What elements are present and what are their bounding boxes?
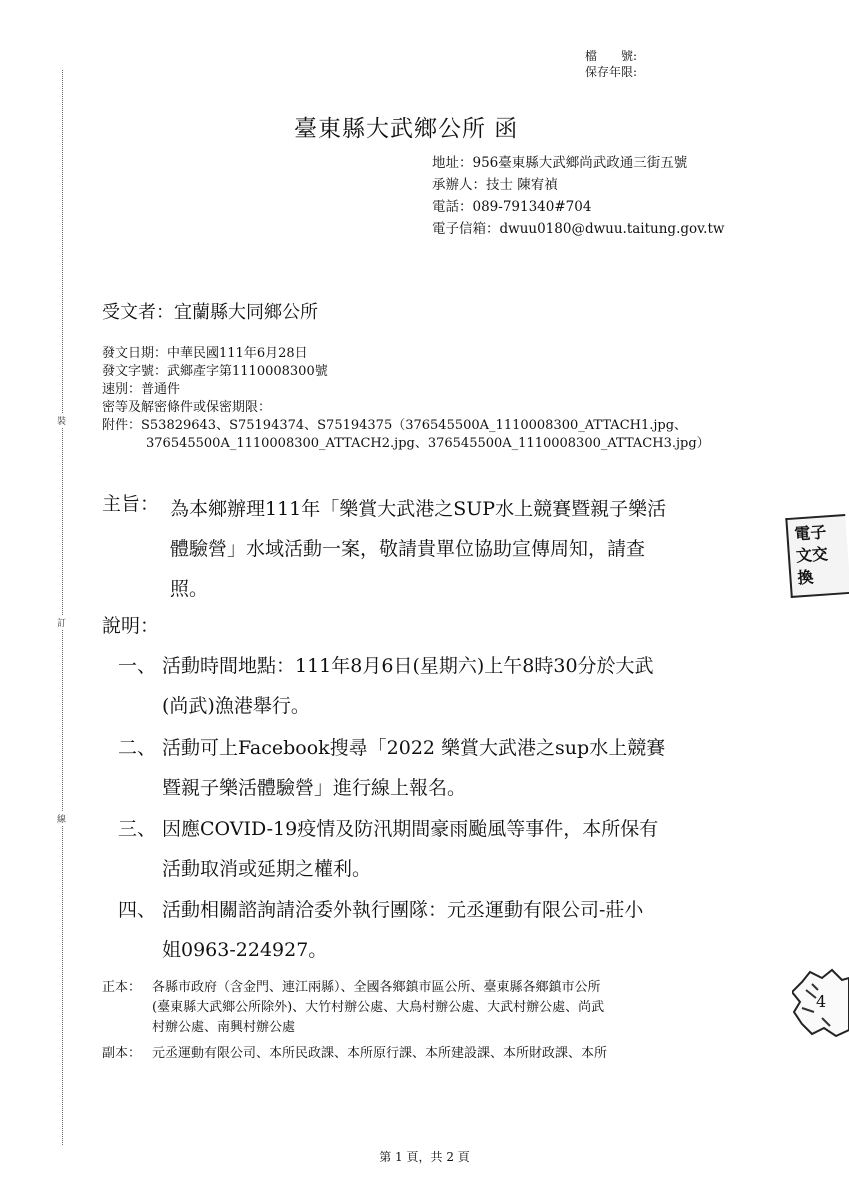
delivery-speed: 速別：普通件 [102,382,181,397]
document-meta [102,345,710,453]
copy-recipients-line-1: 元丞運動有限公司、本所民政課、本所原行課、本所建設課、本所財政課、本所 [152,1046,608,1061]
main-recipients-line-3: 村辦公處、南興村辦公處 [152,1020,296,1035]
binding-mark-ding: 訂 [57,616,66,629]
subject-line-1: 為本鄉辦理111年「樂賞大武港之SUP水上競賽暨親子樂活 [170,498,667,520]
item-line-2: 姐0963-224927。 [162,939,328,961]
stamp-line-3: 換 [796,567,815,588]
sender-info [432,152,742,240]
attachment-line-2: 376545500A_1110008300_ATTACH2.jpg、376545500A_1110008300_ATTACH3.jpg） [146,436,710,451]
retention-label: 保存年限: [585,65,638,79]
page-footer: 第 1 頁，共 2 頁 [379,1150,470,1164]
recipient: 受文者：宜蘭縣大同鄉公所 [102,302,318,323]
main-recipients-label: 正本： [102,980,142,995]
attachment-line-1: 附件：S53829643、S75194374、S75194375（376545500A_1110008300_ATTACH1.jpg、 [102,418,688,433]
stamp-line-2: 文交 [795,544,829,566]
sender-email: 電子信箱：dwuu0180@dwuu.taitung.gov.tw [432,221,725,237]
item-number: 四、 [118,899,157,921]
sender-address: 地址：956臺東縣大武鄉尚武政通三街五號 [432,155,688,171]
main-recipients-line-1: 各縣市政府（含金門、連江兩縣）、全國各鄉鎮市區公所、臺東縣各鄉鎮市公所 [152,980,601,995]
binding-mark-xian: 線 [57,812,66,825]
subject-text [170,489,750,609]
subject-line-3: 照。 [170,578,209,600]
explanation-label: 說明： [102,615,160,637]
file-info [585,48,637,80]
seal-number: 4 [816,992,827,1011]
item-number: 一、 [118,655,157,677]
document-number: 發文字號：武鄉產字第1110008300號 [102,364,328,379]
security-level: 密等及解密條件或保密期限： [102,400,272,415]
subject-line-2: 體驗營」水域活動一案，敬請貴單位協助宣傳周知，請查 [170,538,646,560]
subject-label: 主旨： [102,493,160,515]
issue-date: 發文日期：中華民國111年6月28日 [102,346,308,361]
item-line-2: 活動取消或延期之權利。 [162,858,372,880]
item-line-2: (尚武)漁港舉行。 [162,695,310,717]
explanation-item [118,728,748,808]
explanation-item [118,809,748,889]
item-line-1: 活動可上Facebook搜尋「2022 樂賞大武港之sup水上競賽 [162,737,666,759]
binding-mark-zhuang: 裝 [57,414,66,427]
file-number-label: 檔 號: [585,49,638,63]
item-line-1: 因應COVID-19疫情及防汛期間豪雨颱風等事件，本所保有 [162,818,659,840]
sender-phone: 電話：089-791340#704 [432,199,592,215]
binding-line [62,70,63,1145]
electronic-exchange-stamp [785,514,849,598]
seal-icon [792,968,849,1038]
distribution-copy [102,1044,752,1064]
item-line-1: 活動時間地點：111年8月6日(星期六)上午8時30分於大武 [162,655,654,677]
explanation-item [118,646,748,726]
page-title: 臺東縣大武鄉公所 函 [294,116,519,142]
main-recipients-line-2: (臺東縣大武鄉公所除外)、大竹村辦公處、大鳥村辦公處、大武村辦公處、尚武 [152,1000,605,1015]
item-number: 三、 [118,818,157,840]
sender-contact: 承辦人：技士 陳宥禎 [432,177,558,193]
item-number: 二、 [118,737,157,759]
explanation-item [118,890,748,970]
item-line-1: 活動相關諮詢請洽委外執行團隊：元丞運動有限公司-莊小 [162,899,644,921]
distribution-main [102,978,752,1038]
item-line-2: 暨親子樂活體驗營」進行線上報名。 [162,777,467,799]
stamp-line-1: 電子 [793,522,828,544]
copy-recipients-label: 副本： [102,1046,142,1061]
